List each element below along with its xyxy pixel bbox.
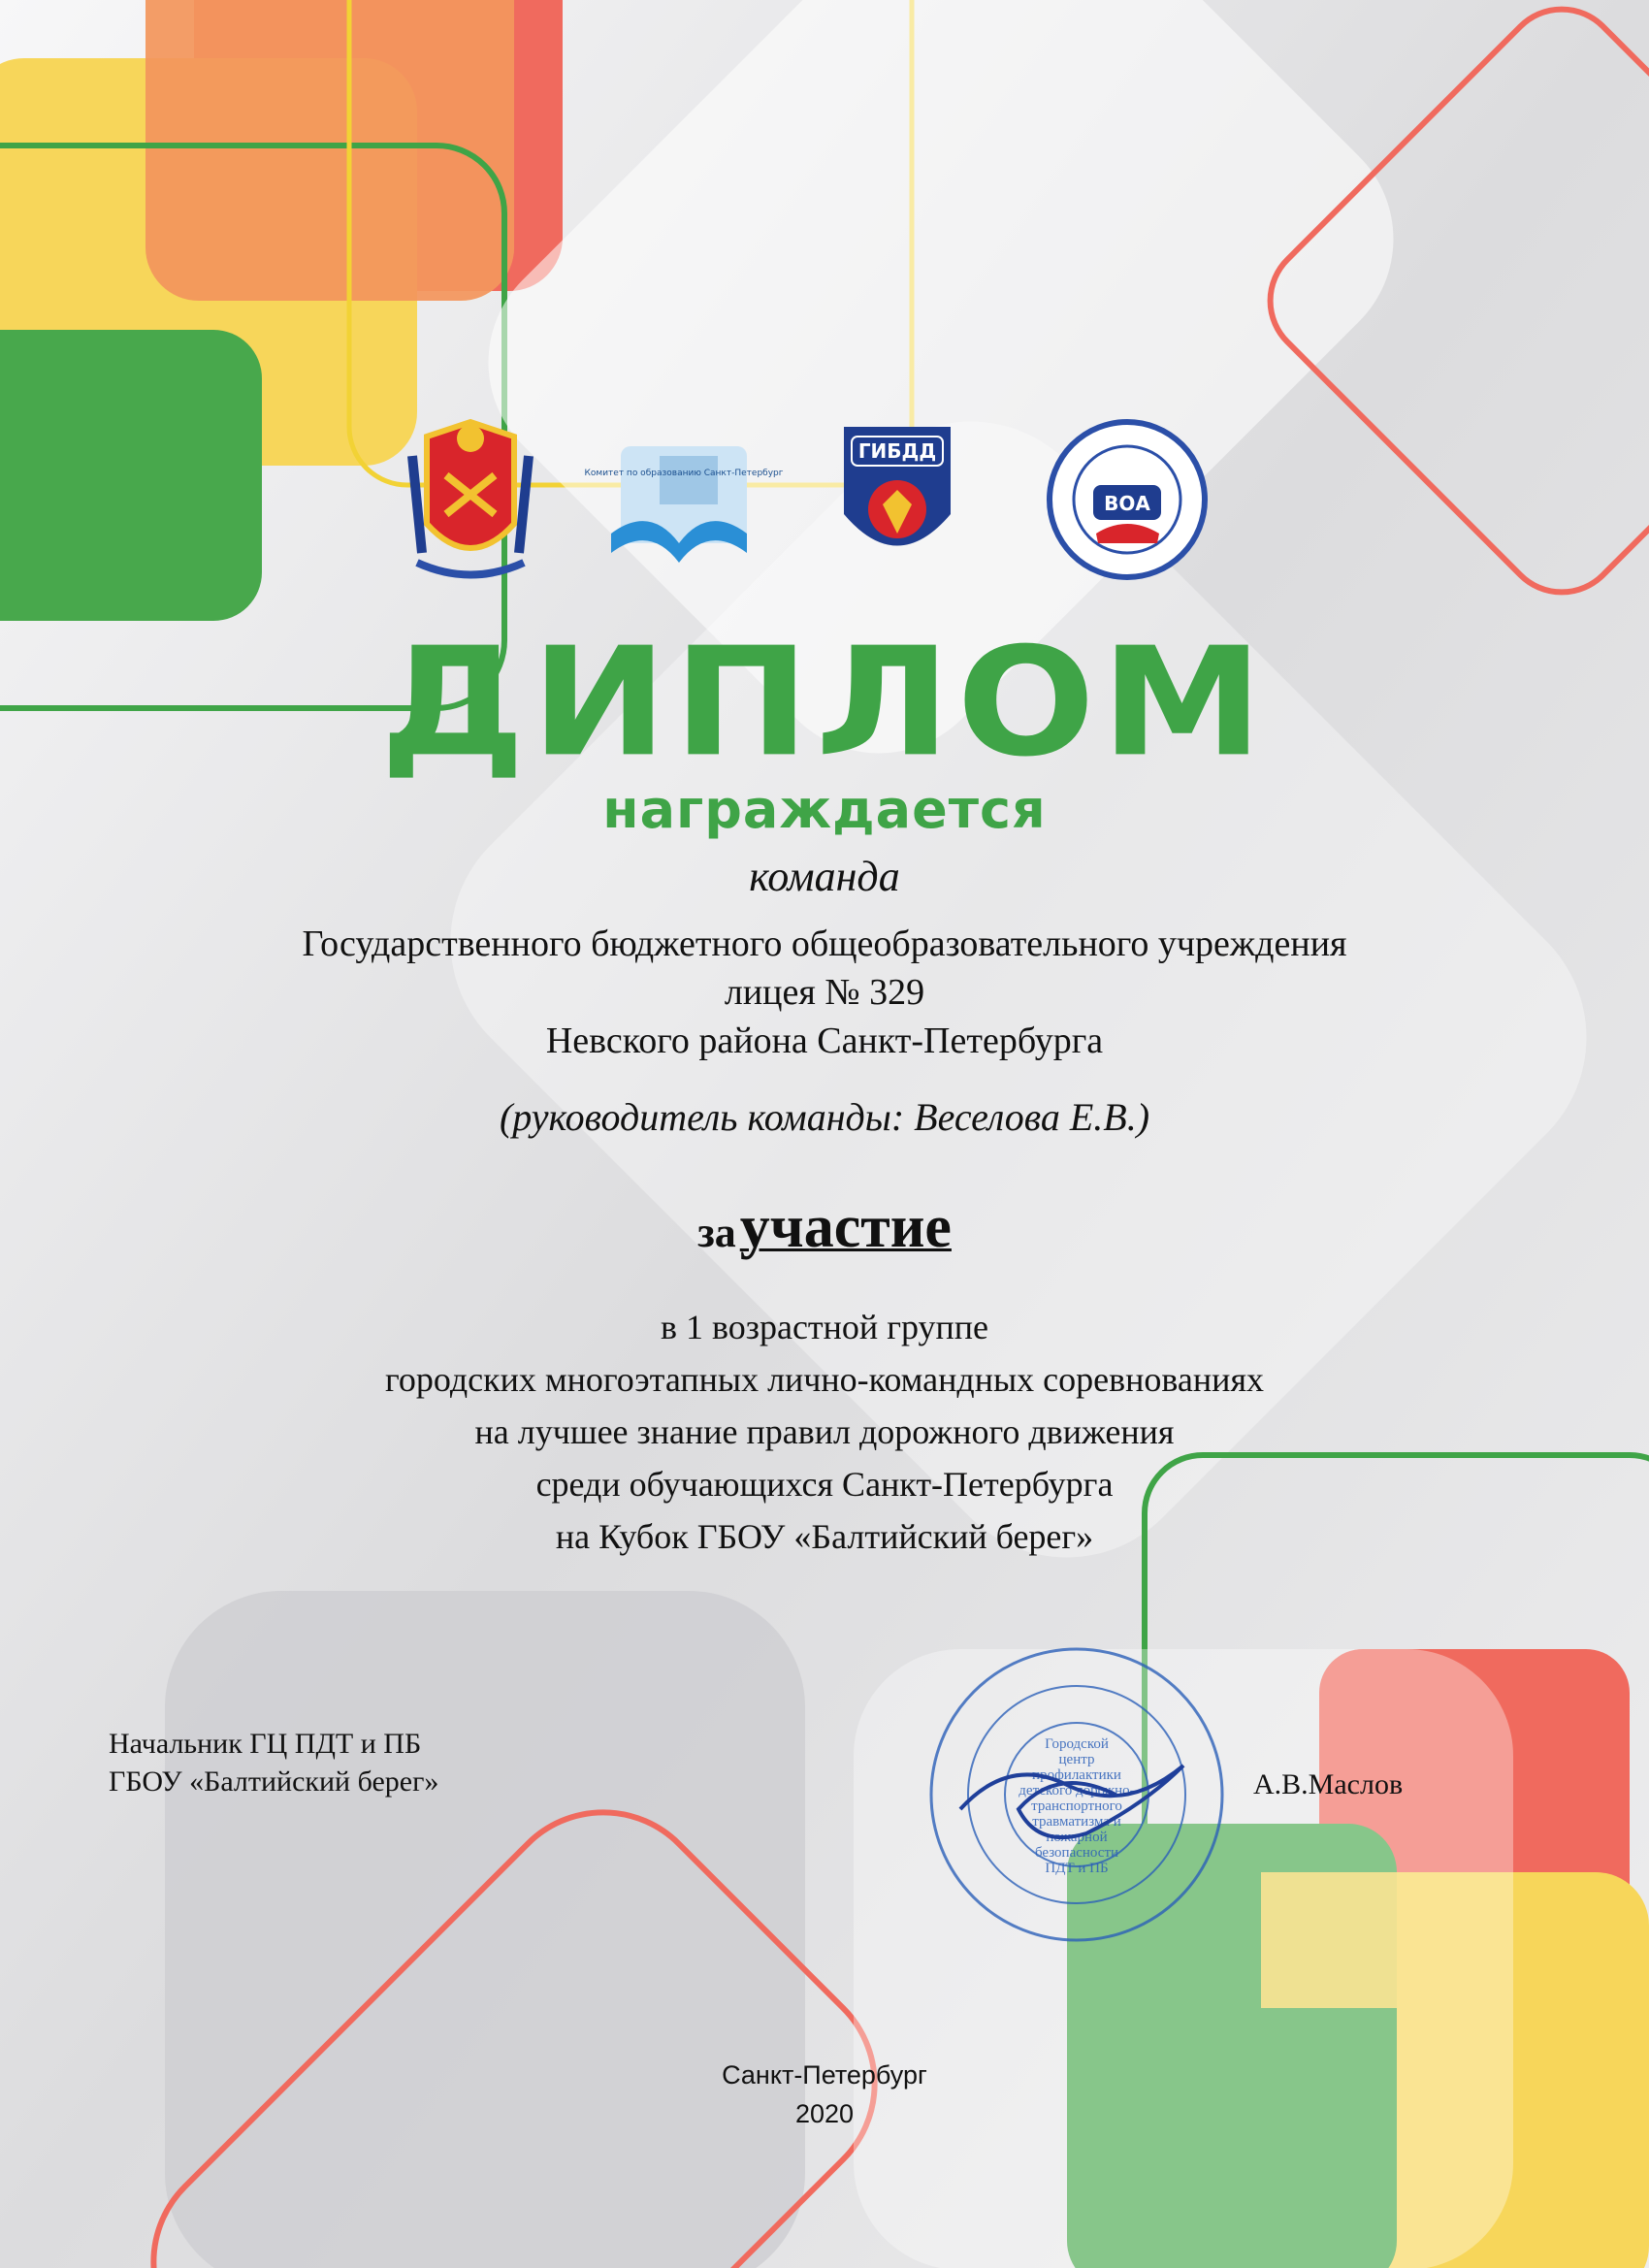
competition-line: в 1 возрастной группе <box>661 1308 988 1346</box>
institution-line: Государственного бюджетного общеобразовательного учреждения <box>302 923 1347 964</box>
institution-line: Невского района Санкт-Петербурга <box>545 1021 1104 1061</box>
footer-year: 2020 <box>794 2099 855 2128</box>
competition-line: городских многоэтапных лично-командных соревнованиях <box>384 1360 1264 1399</box>
signatory-position-line: ГБОУ «Балтийский берег» <box>109 1766 439 1798</box>
team-leader: (руководитель команды: Веселова Е.В.) <box>499 1095 1150 1139</box>
education-committee-icon <box>584 417 784 582</box>
for-prefix: за <box>697 1209 736 1256</box>
stamp-text: Городской <box>1045 1736 1109 1752</box>
stamp-text: транспортного <box>1031 1798 1122 1814</box>
stamp-text: пожарной <box>1046 1830 1108 1845</box>
stamp-text: безопасности <box>1034 1845 1119 1861</box>
signatory-position-line: Начальник ГЦ ПДТ и ПБ <box>109 1728 422 1760</box>
footer-city: Санкт-Петербург <box>722 2060 927 2090</box>
stamp-text: ПДТ и ПБ <box>1045 1861 1109 1876</box>
signatory-position <box>109 1725 438 1800</box>
institution-line: лицея № 329 <box>724 972 925 1013</box>
gibdd-emblem-icon <box>834 417 960 582</box>
svg-text:ВОА: ВОА <box>1104 492 1150 515</box>
svg-text:ГИБДД: ГИБДД <box>857 439 937 463</box>
competition-line: на лучшее знание правил дорожного движения <box>474 1412 1175 1451</box>
awarded-label: награждается <box>602 779 1047 840</box>
team-label: команда <box>749 853 900 900</box>
official-stamp <box>922 1639 1232 1950</box>
voa-emblem-icon <box>1043 417 1212 582</box>
for-word: участие <box>739 1194 952 1260</box>
stamp-text: детского дорожно- <box>1018 1783 1135 1798</box>
competition-line: среди обучающихся Санкт-Петербурга <box>535 1465 1114 1504</box>
competition-line: на Кубок ГБОУ «Балтийский берег» <box>555 1517 1094 1556</box>
stamp-text: травматизма и <box>1032 1814 1121 1830</box>
award-reason <box>0 1193 1649 1262</box>
spb-coat-of-arms-icon <box>398 417 543 582</box>
svg-text:Комитет по образованию Санкт-П: Комитет по образованию Санкт-Петербург <box>584 469 784 478</box>
signatory-name: А.В.Маслов <box>1253 1768 1404 1800</box>
stamp-text: центр <box>1058 1752 1095 1767</box>
diploma-title: ДИПЛОМ <box>379 614 1270 791</box>
stamp-text: профилактики <box>1032 1767 1121 1783</box>
